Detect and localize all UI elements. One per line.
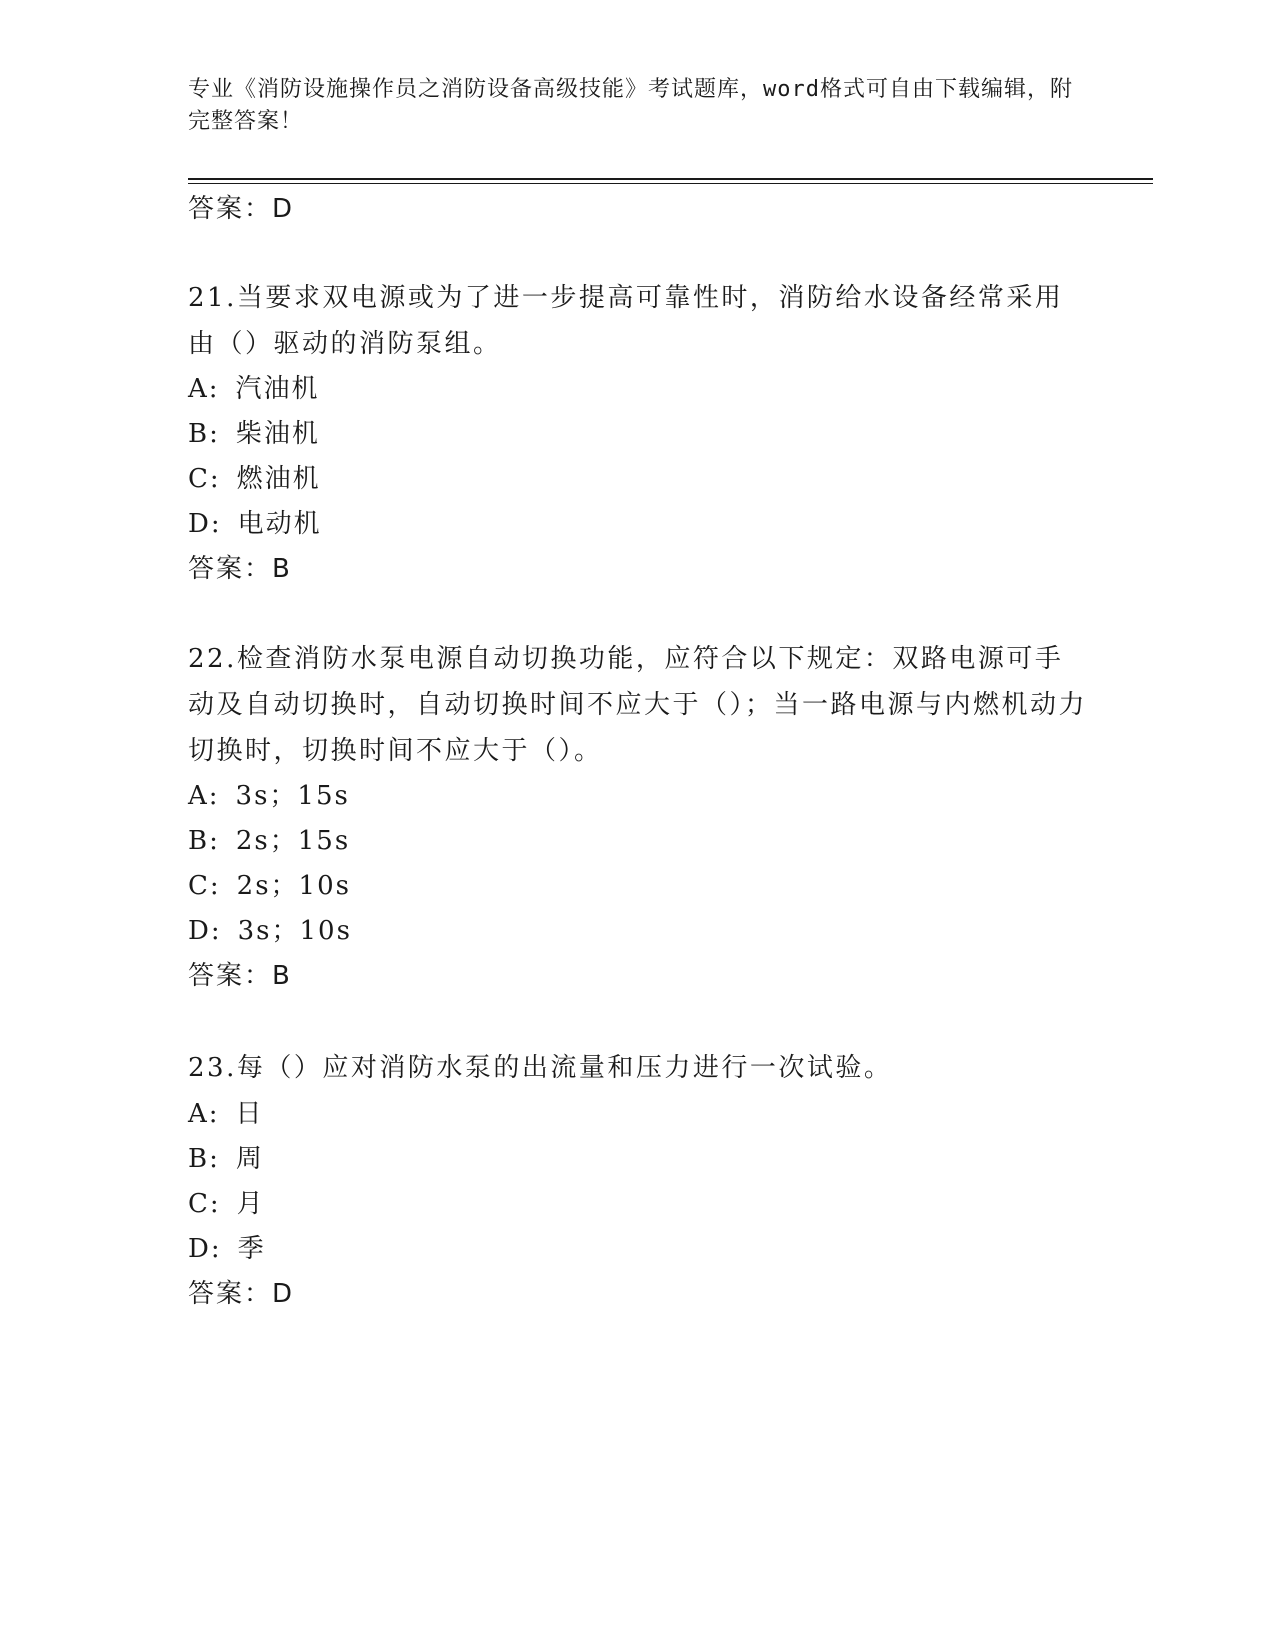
option-text: 3s；15s xyxy=(235,781,350,811)
option-text: 2s；10s xyxy=(236,871,351,901)
option-c xyxy=(188,869,351,903)
option-text: 柴油机 xyxy=(235,419,320,449)
option-text: 2s；15s xyxy=(235,826,351,856)
answer-value: D xyxy=(272,194,293,224)
option-key: C: xyxy=(188,1189,221,1219)
option-b xyxy=(188,1142,264,1176)
option-b xyxy=(188,417,320,451)
answer-label: 答案： xyxy=(188,961,273,991)
option-d xyxy=(188,914,352,948)
option-key: D: xyxy=(188,509,222,539)
option-text: 燃油机 xyxy=(236,464,321,494)
header-divider-thin xyxy=(188,183,1153,184)
option-key: A: xyxy=(188,781,220,811)
option-key: D: xyxy=(188,916,222,946)
option-key: C: xyxy=(188,871,221,901)
answer-value: D xyxy=(272,1279,293,1309)
option-text: 日 xyxy=(235,1099,264,1129)
document-header: 专业《消防设施操作员之消防设备高级技能》考试题库，word格式可自由下载编辑，附完整答案！ xyxy=(188,77,1073,134)
option-a xyxy=(188,779,350,813)
option-text: 3s；10s xyxy=(237,916,352,946)
option-text: 电动机 xyxy=(237,509,322,539)
answer-line xyxy=(188,552,290,586)
option-d xyxy=(188,507,322,541)
option-a xyxy=(188,1097,264,1131)
option-c xyxy=(188,1187,265,1221)
answer-line xyxy=(188,1277,292,1311)
question-text: 22.检查消防水泵电源自动切换功能，应符合以下规定：双路电源可手动及自动切换时，自动切换时间不应大于（）；当一路电源与内燃机动力切换时，切换时间不应大于（）。 xyxy=(188,644,1088,766)
option-b xyxy=(188,824,350,858)
option-c xyxy=(188,462,321,496)
answer-label: 答案： xyxy=(188,1279,273,1309)
answer-value: B xyxy=(272,961,290,991)
answer-line xyxy=(188,192,292,226)
option-key: B: xyxy=(188,1144,220,1174)
option-d xyxy=(188,1232,266,1266)
answer-line xyxy=(188,959,290,993)
option-text: 周 xyxy=(235,1144,264,1174)
answer-label: 答案： xyxy=(188,554,273,584)
option-a xyxy=(188,372,320,406)
option-key: B: xyxy=(188,826,220,856)
option-key: A: xyxy=(188,1099,220,1129)
option-key: D: xyxy=(188,1234,222,1264)
option-text: 季 xyxy=(237,1234,266,1264)
question-text: 21.当要求双电源或为了进一步提高可靠性时，消防给水设备经常采用由（）驱动的消防泵组。 xyxy=(188,283,1064,359)
answer-value: B xyxy=(272,554,290,584)
option-key: C: xyxy=(188,464,221,494)
question-text: 23.每（）应对消防水泵的出流量和压力进行一次试验。 xyxy=(188,1053,893,1083)
option-text: 月 xyxy=(236,1189,265,1219)
answer-label: 答案： xyxy=(188,194,273,224)
option-text: 汽油机 xyxy=(235,374,320,404)
option-key: B: xyxy=(188,419,220,449)
option-key: A: xyxy=(188,374,220,404)
header-divider xyxy=(188,178,1153,180)
